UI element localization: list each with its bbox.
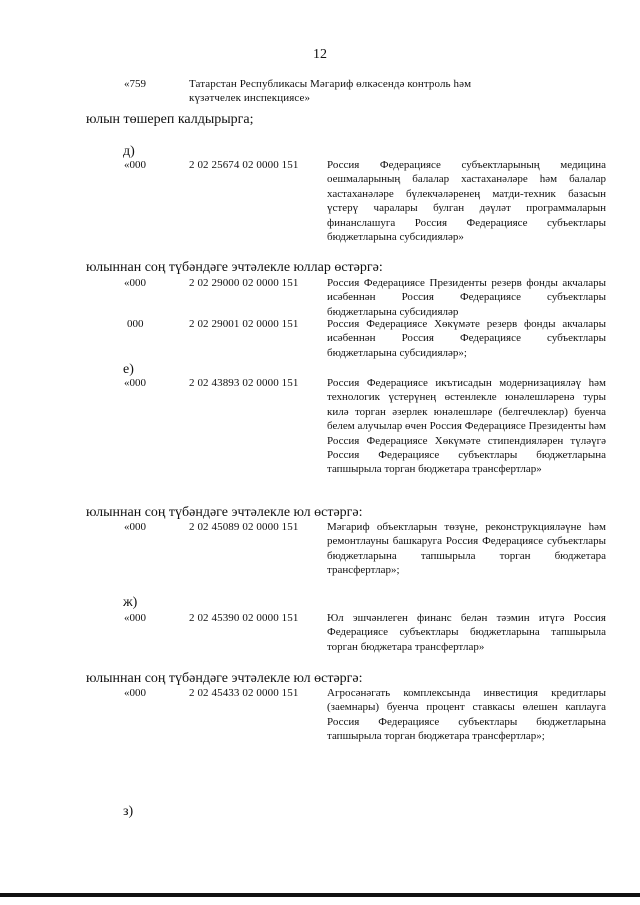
paragraph-1: юлын төшереп калдырырга;: [86, 112, 254, 127]
row-description: Россия Федерациясе Президенты резерв фонды акчалары исәбеннән Россия Федерациясе субъектлары бюджетларына субсидияләр: [327, 277, 606, 318]
row-text: Татарстан Республикасы Мәгариф өлкәсендә контроль һәм күзәтчелек инспекциясе»: [189, 78, 472, 105]
row-description: Агросәнәгать комплексында инвестиция кредитлары (заемнары) буенча процент ставкасы өлешен каплауга Россия Федерациясе субъектлары бюджетларына тапшырыла торган бюджетара трансфертлар»;: [327, 687, 606, 743]
row-description: Россия Федерациясе икътисадын модернизацияләү һәм технологик үстерүнең өстенлекле юнәлешләренә туры килә торган әзерлек юнәлешләре (белгечлекләр) буенча белем алучылар өчен Россия Федерациясе Президенты һәм Россия Федерациясе Хөкүмәте стипендияләрен түләүгә Россия Федерациясе субъектлары бюджетларына тапшырыла торган бюджетара трансфертлар»: [327, 377, 606, 476]
page-number: 12: [313, 47, 327, 62]
paragraph-4: юлыннан соң түбәндәге эчтәлекле юл өстәргә:: [86, 671, 363, 686]
row-prefix: 000: [127, 318, 144, 330]
row-code: 2 02 29001 02 0000 151: [189, 318, 299, 330]
row-code: 2 02 43893 02 0000 151: [189, 377, 299, 389]
item-letter-d: д): [123, 144, 135, 159]
row-description: Россия Федерациясе субъектларының медицина оешмаларының балалар хастаханәләре һәм балалар хастаханәләре бүлекчәләренең матди-техник базасын үстерү чаралары булган дәүләт программаларын финанслашуга Россия Федерациясе субъектлары бюджетларына субсидияләр»: [327, 159, 606, 244]
row-prefix: «000: [124, 612, 146, 624]
item-letter-z: з): [123, 804, 134, 819]
row-description: Мәгариф объектларын төзүне, реконструкцияләүне һәм ремонтлауны башкаруга Россия Федерациясе субъектлары бюджетларына тапшырыла торган бюджетара трансфертлар»;: [327, 521, 606, 577]
row-code: 2 02 29000 02 0000 151: [189, 277, 299, 289]
row-code: 2 02 45089 02 0000 151: [189, 521, 299, 533]
item-letter-e: е): [123, 362, 134, 377]
row-description: Россия Федерациясе Хөкүмәте резерв фонды акчалары исәбеннән Россия Федерациясе субъектлары бюджетларына субсидияләр»;: [327, 318, 606, 359]
item-letter-zh: ж): [123, 595, 138, 610]
row-prefix: «000: [124, 521, 146, 533]
row-code: 2 02 25674 02 0000 151: [189, 159, 299, 171]
paragraph-3: юлыннан соң түбәндәге эчтәлекле юл өстәргә:: [86, 505, 363, 520]
row-prefix: «000: [124, 687, 146, 699]
row-prefix: «000: [124, 377, 146, 389]
row-prefix: «000: [124, 159, 146, 171]
row-code: 2 02 45433 02 0000 151: [189, 687, 299, 699]
row-description: Юл эшчәнлеген финанс белән тәэмин итүгә Россия Федерациясе субъектлары бюджетларына тапшырыла торган бюджетара трансфертлар»: [327, 612, 606, 653]
paragraph-2: юлыннан соң түбәндәге эчтәлекле юллар өстәргә:: [86, 260, 383, 275]
row-prefix: «000: [124, 277, 146, 289]
row-code: 2 02 45390 02 0000 151: [189, 612, 299, 624]
bottom-scan-border: [0, 893, 640, 897]
row-prefix: «759: [124, 78, 146, 90]
